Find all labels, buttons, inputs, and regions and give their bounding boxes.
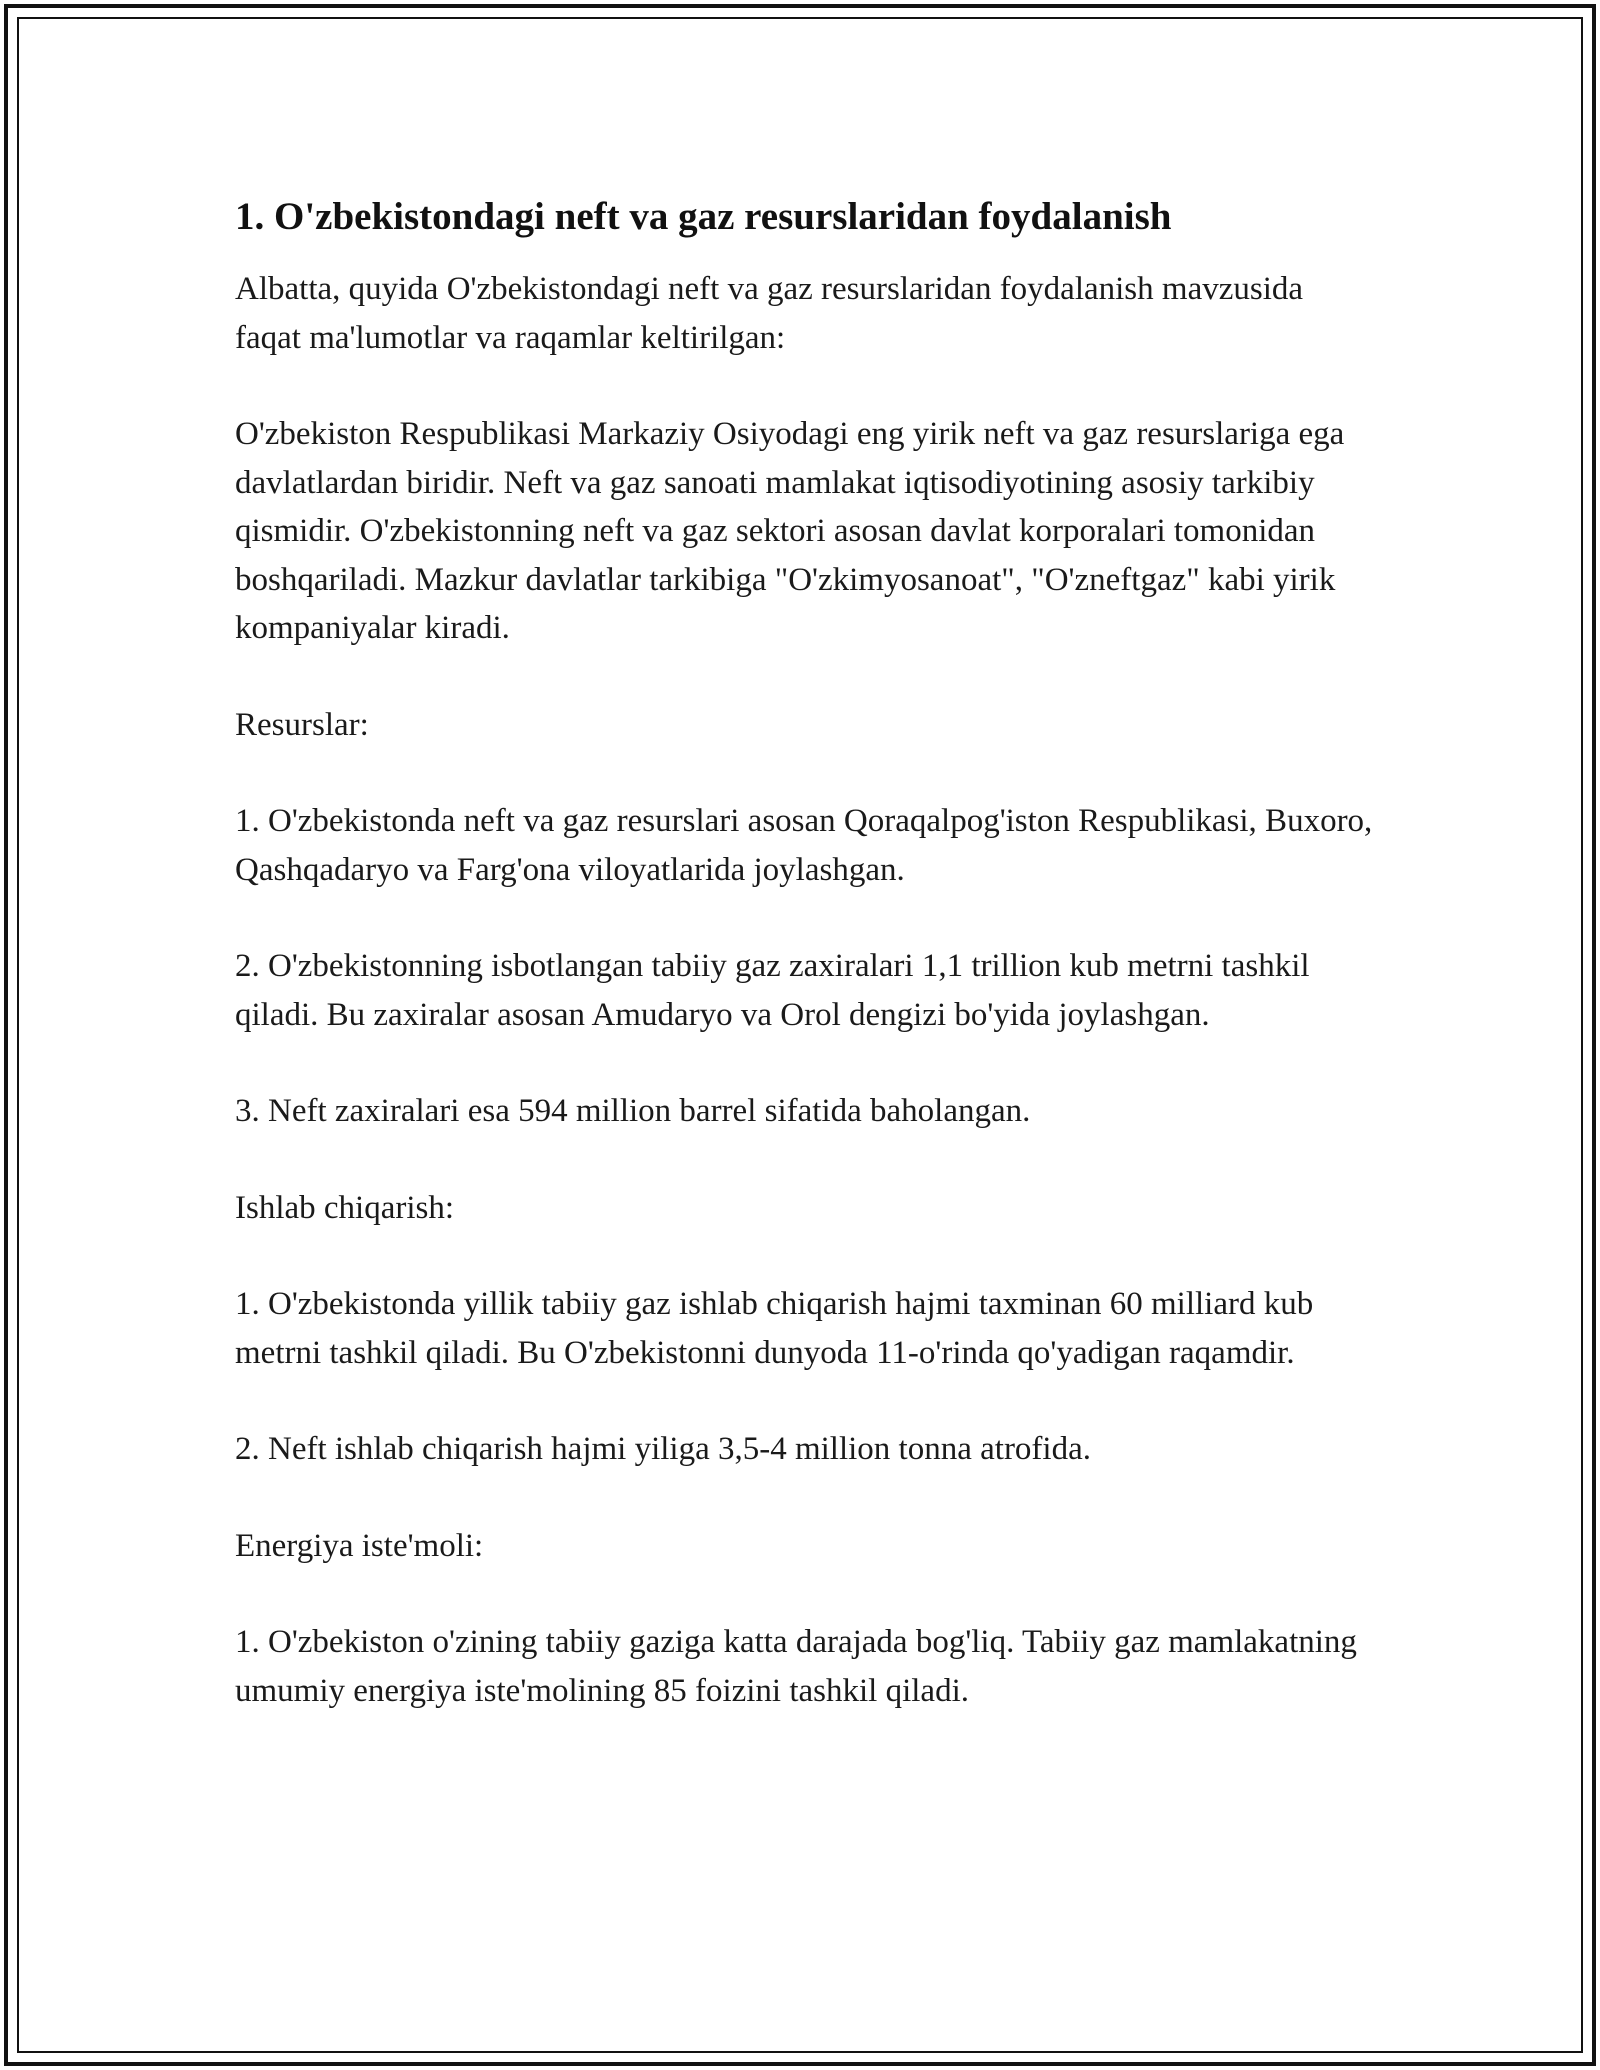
resources-item: 3. Neft zaxiralari esa 594 million barrel sifatida baholangan. (235, 1093, 1031, 1129)
resources-item: 1. O'zbekistonda neft va gaz resurslari asosan Qoraqalpog'iston Respublikasi, Buxoro, Qashqadaryo va Farg'ona viloyatlarida joylashgan. (235, 803, 1373, 888)
production-heading: Ishlab chiqarish: (235, 1189, 455, 1226)
energy-heading: Energiya iste'moli: (235, 1527, 484, 1564)
document-title: 1. O'zbekistondagi neft va gaz resurslaridan foydalanish (235, 195, 1172, 238)
production-item: 2. Neft ishlab chiqarish hajmi yiliga 3,5-4 million tonna atrofida. (235, 1431, 1091, 1467)
intro-paragraph: Albatta, quyida O'zbekistondagi neft va gaz resurslaridan foydalanish mavzusida faqat ma'lumotlar va raqamlar keltirilgan: (235, 271, 1304, 356)
energy-item: 1. O'zbekiston o'zining tabiiy gaziga katta darajada bog'liq. Tabiiy gaz mamlakatning umumiy energiya iste'molining 85 foizini tashkil qiladi. (235, 1624, 1357, 1709)
resources-heading: Resurslar: (235, 706, 369, 743)
resources-item: 2. O'zbekistonning isbotlangan tabiiy gaz zaxiralari 1,1 trillion kub metrni tashkil qiladi. Bu zaxiralar asosan Amudaryo va Orol dengizi bo'yida joylashgan. (235, 948, 1310, 1033)
document-body (235, 180, 1375, 1715)
production-item: 1. O'zbekistonda yillik tabiiy gaz ishlab chiqarish hajmi taxminan 60 milliard kub metrni tashkil qiladi. Bu O'zbekistonni dunyoda 11-o'rinda qo'yadigan raqamdir. (235, 1286, 1314, 1371)
overview-paragraph: O'zbekiston Respublikasi Markaziy Osiyodagi eng yirik neft va gaz resurslariga ega davlatlardan biridir. Neft va gaz sanoati mamlakat iqtisodiyotining asosiy tarkibiy qismidir. O'zbekistonning neft va gaz sektori asosan davlat korporalari tomonidan boshqariladi. Mazkur davlatlar tarkibiga "O'zkimyosanoat", "O'zneftgaz" kabi yirik kompaniyalar kiradi. (235, 416, 1345, 646)
